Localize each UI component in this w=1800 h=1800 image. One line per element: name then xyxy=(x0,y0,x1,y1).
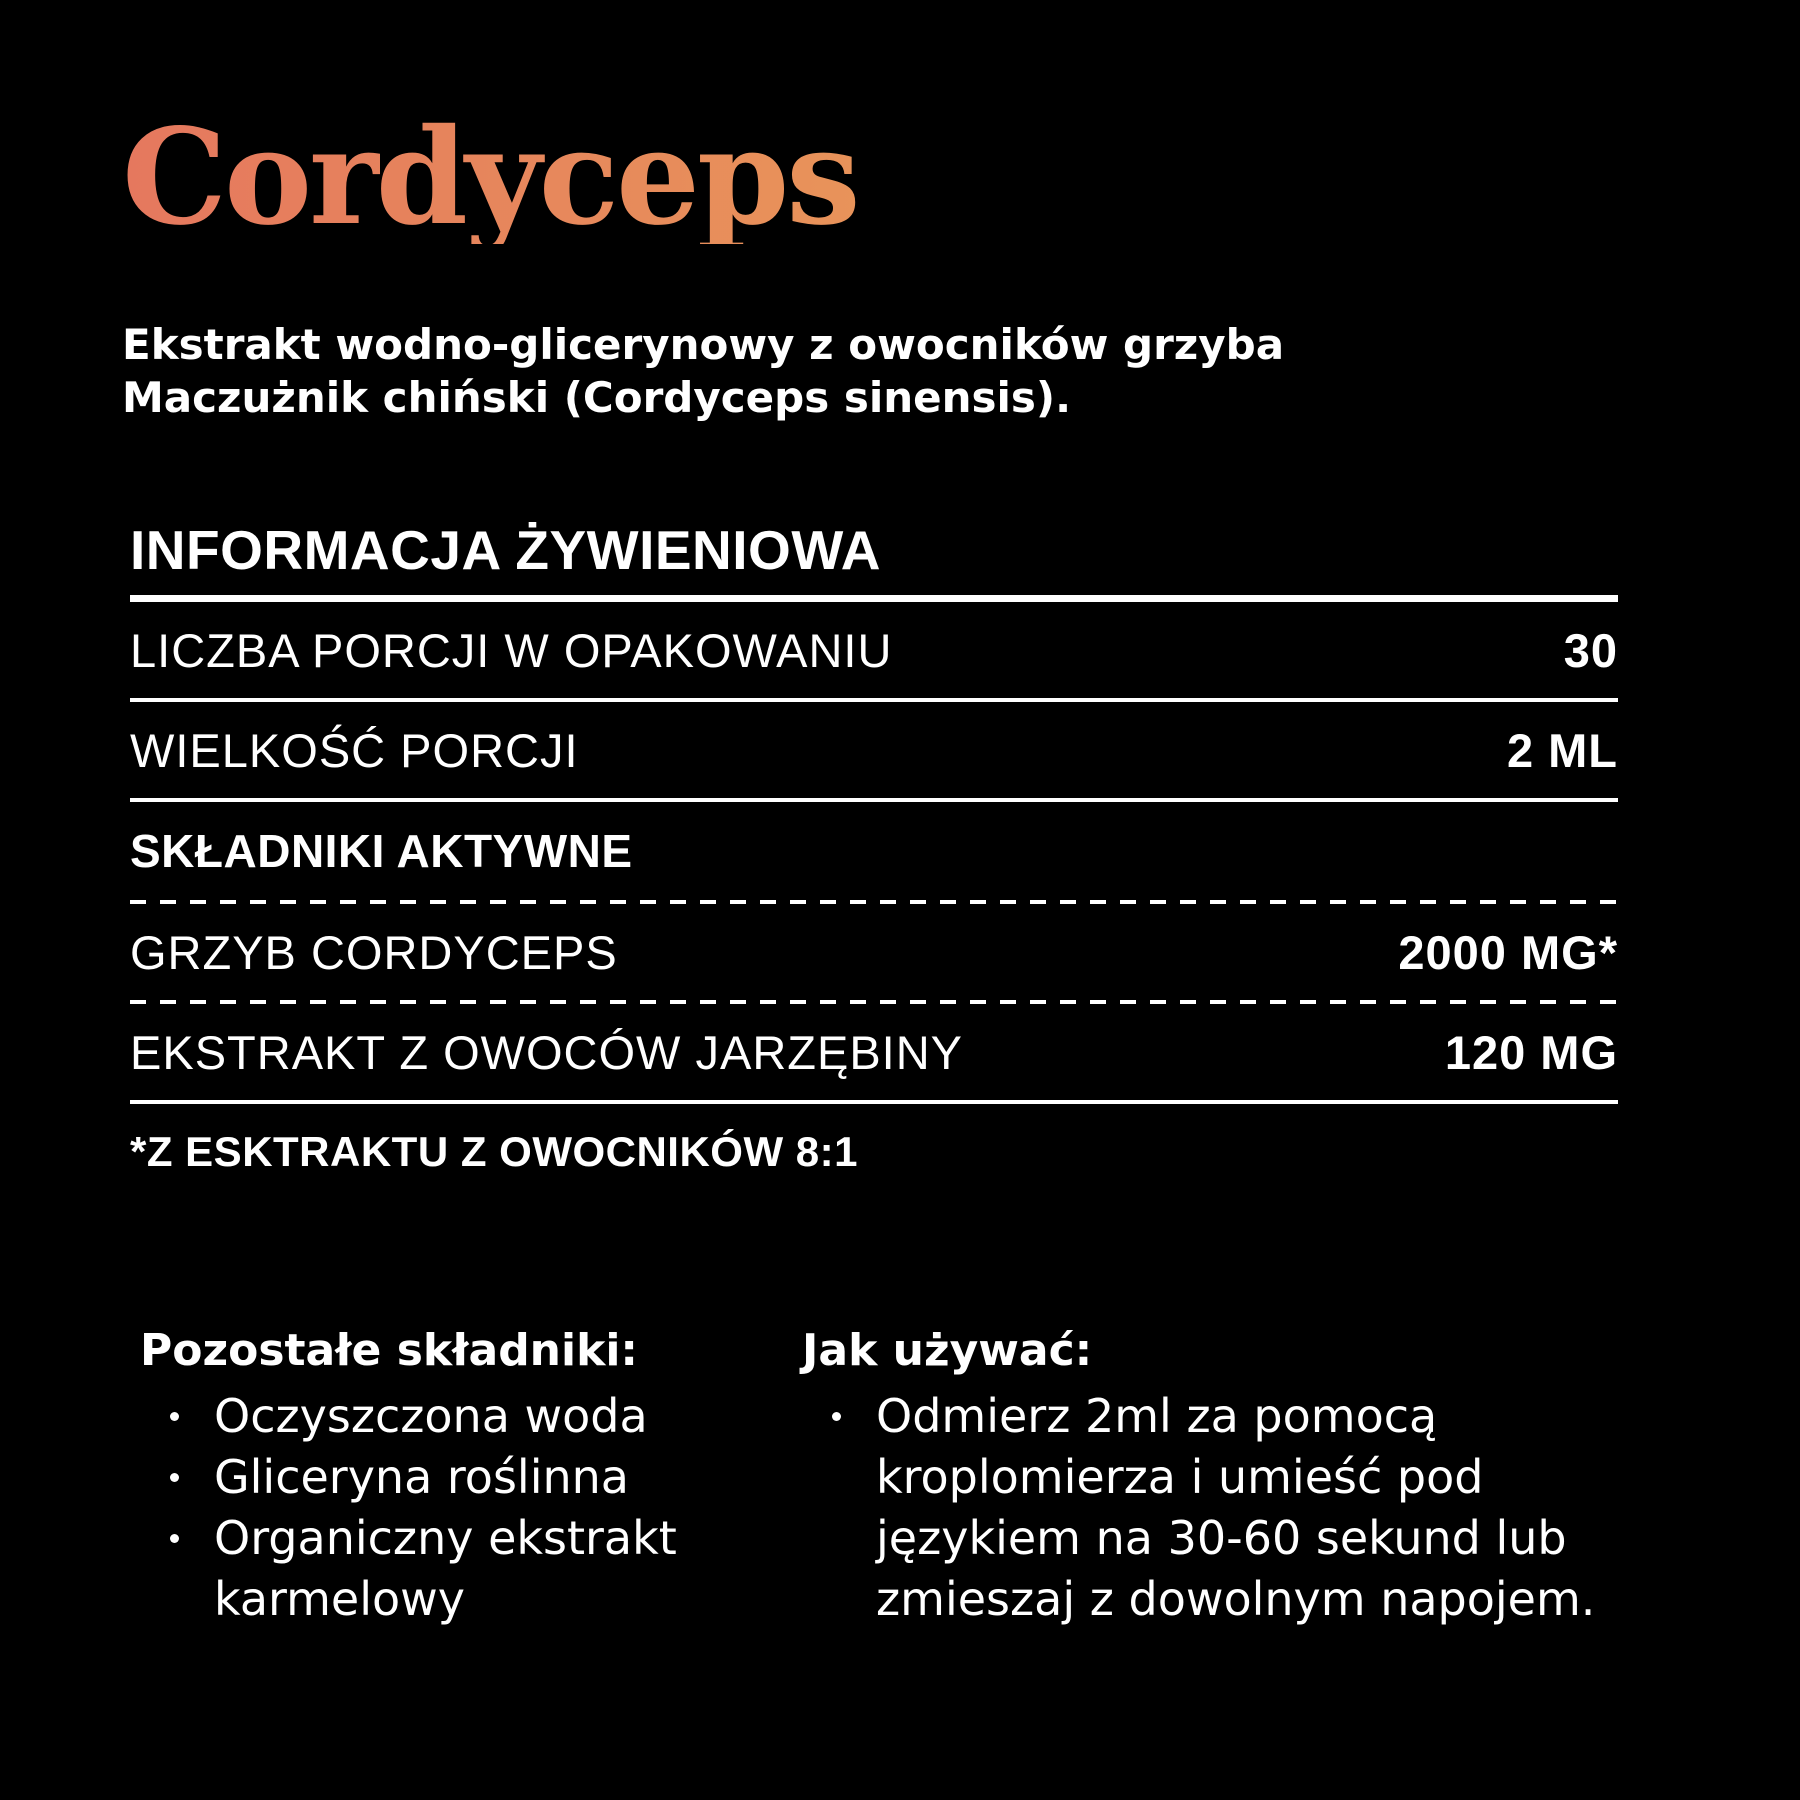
other-ingredients xyxy=(140,1320,740,1630)
list-item-text: Organiczny ekstrakt karmelowy xyxy=(214,1511,677,1626)
active-ingredient-row xyxy=(130,904,1618,1000)
product-description-line: Ekstrakt wodno-glicerynowy z owocników grzyba xyxy=(122,320,1285,369)
list-item xyxy=(140,1386,740,1447)
active-ingredients-heading: SKŁADNIKI AKTYWNE xyxy=(130,825,633,877)
nutrition-row-serving-size xyxy=(130,702,1618,798)
list-item-text: Oczyszczona woda xyxy=(214,1389,648,1443)
row-label: WIELKOŚĆ PORCJI xyxy=(130,723,579,777)
list-item xyxy=(802,1386,1702,1630)
usage-instructions xyxy=(802,1320,1702,1630)
list-item xyxy=(140,1508,740,1630)
row-label: EKSTRAKT Z OWOCÓW JARZĘBINY xyxy=(130,1025,964,1079)
row-value: 2000 MG* xyxy=(1398,925,1618,979)
list-item xyxy=(140,1447,740,1508)
divider xyxy=(130,1100,1618,1104)
nutrition-title: INFORMACJA ŻYWIENIOWA xyxy=(130,519,881,581)
bullet-icon xyxy=(170,1473,179,1482)
other-ingredients-list xyxy=(140,1386,740,1630)
footnote: *Z ESKTRAKTU Z OWOCNIKÓW 8:1 xyxy=(130,1128,858,1175)
row-label: GRZYB CORDYCEPS xyxy=(130,925,618,979)
list-item-text: Gliceryna roślinna xyxy=(214,1450,629,1504)
nutrition-row-servings xyxy=(130,602,1618,698)
bullet-icon xyxy=(832,1412,841,1421)
row-value: 2 ML xyxy=(1506,723,1618,777)
bullet-icon xyxy=(170,1412,179,1421)
row-value: 30 xyxy=(1563,623,1618,677)
nutrition-table xyxy=(130,515,1618,1176)
usage-heading: Jak używać: xyxy=(802,1325,1093,1376)
product-title: Cordyceps xyxy=(122,100,858,255)
product-description xyxy=(122,318,1522,424)
active-ingredient-row xyxy=(130,1004,1618,1100)
usage-list xyxy=(802,1386,1702,1630)
other-ingredients-heading: Pozostałe składniki: xyxy=(140,1325,639,1376)
row-value: 120 MG xyxy=(1444,1025,1618,1079)
row-label: LICZBA PORCJI W OPAKOWANIU xyxy=(130,623,893,677)
divider xyxy=(130,595,1618,602)
bullet-icon xyxy=(170,1534,179,1543)
list-item-text: Odmierz 2ml za pomocą kroplomierza i umieść pod językiem na 30-60 sekund lub zmieszaj z dowolnym napojem. xyxy=(876,1389,1596,1626)
product-description-line: Maczużnik chiński (Cordyceps sinensis). xyxy=(122,373,1072,422)
